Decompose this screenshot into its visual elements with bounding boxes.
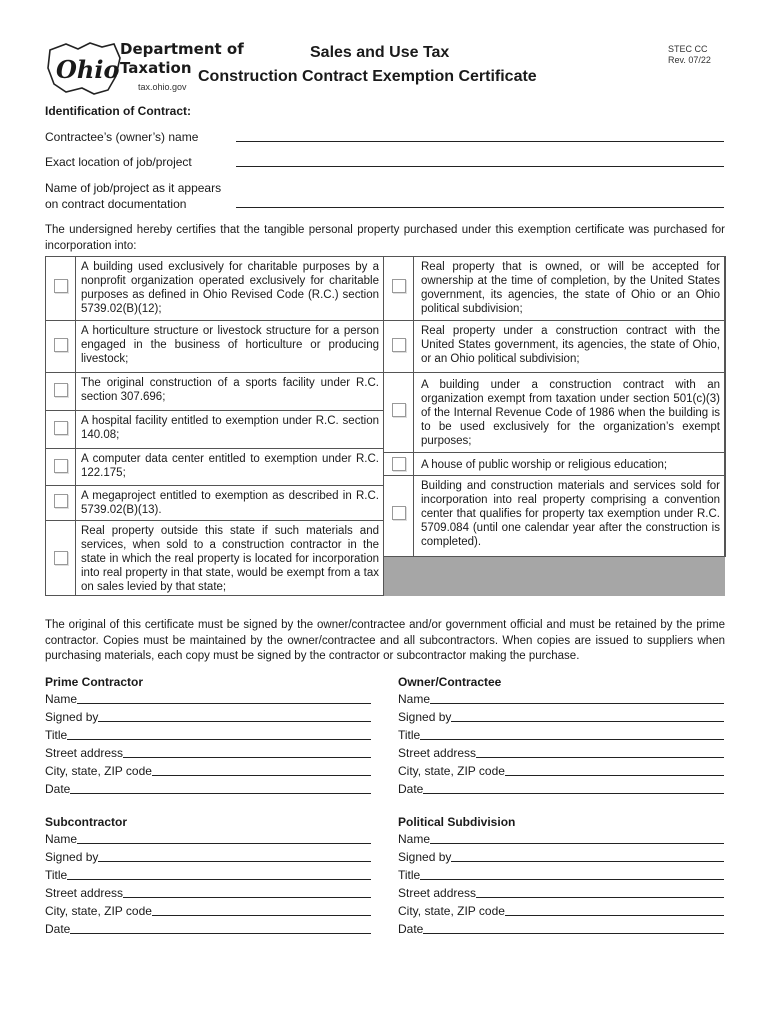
checkbox-government-contract[interactable] bbox=[392, 338, 406, 352]
option-house-of-worship: A house of public worship or religious education; bbox=[421, 459, 668, 471]
owner-city-field[interactable]: City, state, ZIP code bbox=[398, 763, 724, 778]
option-horticulture: A horticulture structure or livestock structure for a person engaged in the business of horticulture or producing livestock; bbox=[81, 325, 379, 365]
identification-heading: Identification of Contract: bbox=[45, 104, 191, 118]
prime-contractor-heading: Prime Contractor bbox=[45, 675, 144, 689]
option-convention-center: Building and construction materials and services sold for incorporation into real property comprising a convention center that qualifies for property tax exemption under R.C. 5709.084 (until one calendar year after the construction is completed). bbox=[421, 480, 720, 548]
political-signed-field[interactable]: Signed by bbox=[398, 849, 724, 864]
prime-street-field[interactable]: Street address bbox=[45, 745, 371, 760]
sub-name-field[interactable]: Name bbox=[45, 831, 371, 846]
job-location-field[interactable] bbox=[236, 166, 724, 167]
checkbox-sports-facility[interactable] bbox=[54, 383, 68, 397]
prime-title-field[interactable]: Title bbox=[45, 727, 371, 742]
checkbox-charitable-building[interactable] bbox=[54, 279, 68, 293]
sub-date-field[interactable]: Date bbox=[45, 921, 371, 936]
checkbox-megaproject[interactable] bbox=[54, 494, 68, 508]
checkbox-horticulture[interactable] bbox=[54, 338, 68, 352]
logo-wordmark: Ohio bbox=[56, 55, 120, 84]
job-name-field[interactable] bbox=[236, 207, 724, 208]
form-title: Sales and Use Tax bbox=[310, 44, 450, 61]
political-date-field[interactable]: Date bbox=[398, 921, 724, 936]
sub-street-field[interactable]: Street address bbox=[45, 885, 371, 900]
sub-title-field[interactable]: Title bbox=[45, 867, 371, 882]
contractee-name-field[interactable] bbox=[236, 141, 724, 142]
owner-contractee-heading: Owner/Contractee bbox=[398, 675, 502, 689]
form-revision: Rev. 07/22 bbox=[668, 55, 711, 65]
retention-instructions: The original of this certificate must be signed by the owner/contractee and/or government official and must be retained by the prime contractor. Copies must be maintained by the owner/contractee and all subcontractors. When copies are issued to suppliers when purchasing materials, each copy must be signed by the contractor or subcontractor making the purchase. bbox=[45, 619, 725, 662]
job-name-label-2: on contract documentation bbox=[45, 197, 187, 211]
form-code: STEC CC bbox=[668, 44, 708, 54]
political-city-field[interactable]: City, state, ZIP code bbox=[398, 903, 724, 918]
job-name-label-1: Name of job/project as it appears bbox=[45, 181, 222, 195]
checkbox-government-owned[interactable] bbox=[392, 279, 406, 293]
option-megaproject: A megaproject entitled to exemption as described in R.C. 5739.02(B)(13). bbox=[81, 490, 379, 516]
checkbox-house-of-worship[interactable] bbox=[392, 457, 406, 471]
option-government-contract: Real property under a construction contract with the United States government, its agencies, the state of Ohio, or an Ohio political subdivision; bbox=[421, 325, 720, 365]
location-label: Exact location of job/project bbox=[45, 155, 192, 169]
option-government-owned: Real property that is owned, or will be accepted for ownership at the time of completion, by the United States government, its agencies, the state of Ohio or an Ohio political subdivision; bbox=[421, 261, 720, 315]
political-title-field[interactable]: Title bbox=[398, 867, 724, 882]
website: tax.ohio.gov bbox=[138, 82, 187, 92]
checkbox-hospital[interactable] bbox=[54, 421, 68, 435]
owner-date-field[interactable]: Date bbox=[398, 781, 724, 796]
owner-name-field[interactable]: Name bbox=[398, 691, 724, 706]
ohio-logo bbox=[44, 38, 124, 98]
prime-date-field[interactable]: Date bbox=[45, 781, 371, 796]
certification-intro: The undersigned hereby certifies that the tangible personal property purchased under this exemption certificate was purchased for incorporation into: bbox=[45, 224, 725, 252]
option-data-center: A computer data center entitled to exemption under R.C. 122.175; bbox=[81, 453, 379, 479]
owner-signed-field[interactable]: Signed by bbox=[398, 709, 724, 724]
subcontractor-heading: Subcontractor bbox=[45, 815, 128, 829]
option-out-of-state: Real property outside this state if such materials and services, when sold to a construction contractor in the state in which the real property is located for incorporation into real property in that state, would be exempt from a tax on sales levied by that state; bbox=[81, 525, 379, 593]
owner-title-field[interactable]: Title bbox=[398, 727, 724, 742]
form-subtitle: Construction Contract Exemption Certificate bbox=[198, 68, 537, 85]
option-charitable-building: A building used exclusively for charitable purposes by a nonprofit organization operated exclusively for charitable purposes as defined in Ohio Revised Code (R.C.) section 5739.02(B)(12); bbox=[81, 261, 379, 315]
prime-city-field[interactable]: City, state, ZIP code bbox=[45, 763, 371, 778]
sub-signed-field[interactable]: Signed by bbox=[45, 849, 371, 864]
form-id bbox=[668, 44, 711, 66]
checkbox-convention-center[interactable] bbox=[392, 506, 406, 520]
prime-name-field[interactable]: Name bbox=[45, 691, 371, 706]
option-hospital: A hospital facility entitled to exemption under R.C. section 140.08; bbox=[81, 415, 379, 441]
department-line-1: Department of bbox=[120, 40, 244, 58]
political-street-field[interactable]: Street address bbox=[398, 885, 724, 900]
department-line-2: Taxation bbox=[120, 59, 192, 77]
exemption-options-grid bbox=[45, 256, 725, 596]
sub-city-field[interactable]: City, state, ZIP code bbox=[45, 903, 371, 918]
owner-street-field[interactable]: Street address bbox=[398, 745, 724, 760]
checkbox-out-of-state[interactable] bbox=[54, 551, 68, 565]
contractee-label: Contractee’s (owner’s) name bbox=[45, 130, 199, 144]
checkbox-data-center[interactable] bbox=[54, 459, 68, 473]
political-name-field[interactable]: Name bbox=[398, 831, 724, 846]
checkbox-501c3-building[interactable] bbox=[392, 403, 406, 417]
shaded-empty-cell bbox=[384, 557, 725, 596]
option-501c3-building: A building under a construction contract with an organization exempt from taxation under section 501(c)(3) of the Internal Revenue Code of 1986 when the building is to be used exclusively for the organization’s exempt purposes; bbox=[421, 379, 720, 447]
prime-signed-field[interactable]: Signed by bbox=[45, 709, 371, 724]
option-sports-facility: The original construction of a sports facility under R.C. section 307.696; bbox=[81, 377, 379, 403]
political-subdivision-heading: Political Subdivision bbox=[398, 815, 516, 829]
